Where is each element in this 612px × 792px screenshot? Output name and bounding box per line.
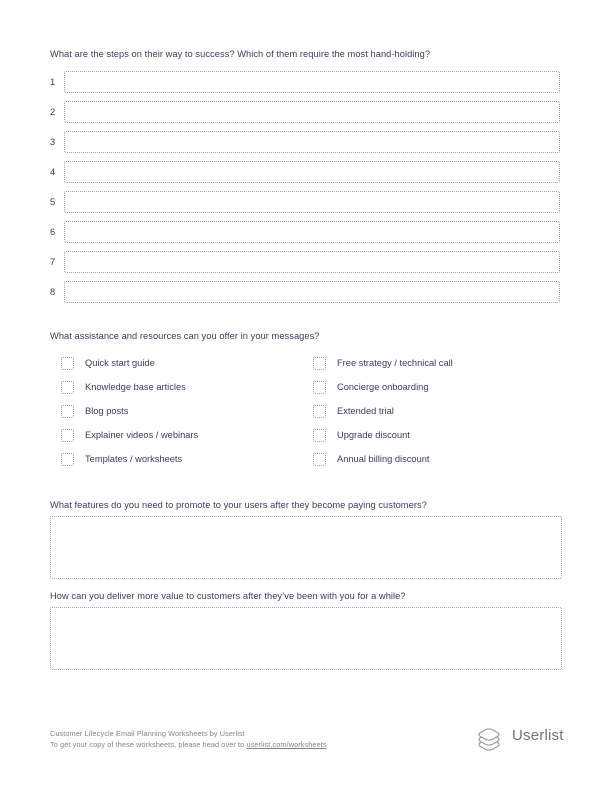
layers-stack-icon <box>474 725 504 755</box>
answer-field-6[interactable] <box>64 221 560 243</box>
option-checkbox[interactable] <box>61 381 74 394</box>
row-number: 8 <box>50 287 56 297</box>
option-label: Blog posts <box>85 406 129 416</box>
row-number: 3 <box>50 137 56 147</box>
option-label: Quick start guide <box>85 358 155 368</box>
answer-row <box>50 71 562 93</box>
row-number: 1 <box>50 77 56 87</box>
answer-field-4[interactable] <box>64 161 560 183</box>
answer-row <box>50 101 562 123</box>
option-label: Extended trial <box>337 406 394 416</box>
option-checkbox[interactable] <box>313 405 326 418</box>
option-label: Explainer videos / webinars <box>85 430 199 440</box>
option-label: Upgrade discount <box>337 430 410 440</box>
option-row <box>50 405 562 419</box>
answer-row <box>50 221 562 243</box>
worksheets-link[interactable]: userlist.com/worksheets <box>246 740 327 749</box>
option-checkbox[interactable] <box>313 357 326 370</box>
answer-row <box>50 131 562 153</box>
answer-field-1[interactable] <box>64 71 560 93</box>
userlist-logo <box>474 724 564 756</box>
features-answer-box[interactable] <box>50 516 562 579</box>
option-checkbox[interactable] <box>313 381 326 394</box>
question-assistance-resources: What assistance and resources can you offer in your messages? <box>50 331 320 341</box>
answer-row <box>50 161 562 183</box>
footer-title: Customer Lifecycle Email Planning Worksheets by Userlist <box>50 729 245 738</box>
answer-field-5[interactable] <box>64 191 560 213</box>
answer-field-2[interactable] <box>64 101 560 123</box>
option-label: Knowledge base articles <box>85 382 186 392</box>
option-label: Annual billing discount <box>337 454 430 464</box>
option-checkbox[interactable] <box>61 357 74 370</box>
more-value-answer-box[interactable] <box>50 607 562 670</box>
option-checkbox[interactable] <box>61 453 74 466</box>
answer-row <box>50 281 562 303</box>
question-features-to-promote: What features do you need to promote to your users after they become paying customers? <box>50 500 427 510</box>
option-checkbox[interactable] <box>313 453 326 466</box>
option-row <box>50 453 562 467</box>
row-number: 7 <box>50 257 56 267</box>
answer-row <box>50 251 562 273</box>
answer-field-3[interactable] <box>64 131 560 153</box>
option-checkbox[interactable] <box>61 405 74 418</box>
answer-field-8[interactable] <box>64 281 560 303</box>
option-checkbox[interactable] <box>313 429 326 442</box>
footer-copy-line <box>50 740 327 749</box>
row-number: 6 <box>50 227 56 237</box>
option-row <box>50 429 562 443</box>
row-number: 5 <box>50 197 56 207</box>
option-row <box>50 381 562 395</box>
question-steps-to-success: What are the steps on their way to success? Which of them require the most hand-holding? <box>50 49 431 59</box>
option-label: Free strategy / technical call <box>337 358 453 368</box>
row-number: 4 <box>50 167 56 177</box>
option-row <box>50 357 562 371</box>
brand-name: Userlist <box>512 727 564 744</box>
option-checkbox[interactable] <box>61 429 74 442</box>
option-label: Concierge onboarding <box>337 382 429 392</box>
answer-field-7[interactable] <box>64 251 560 273</box>
answer-row <box>50 191 562 213</box>
row-number: 2 <box>50 107 56 117</box>
footer-copy-prefix: To get your copy of these worksheets, please head over to <box>50 740 247 749</box>
option-label: Templates / worksheets <box>85 454 183 464</box>
question-deliver-more-value: How can you deliver more value to customers after they’ve been with you for a while? <box>50 591 406 601</box>
